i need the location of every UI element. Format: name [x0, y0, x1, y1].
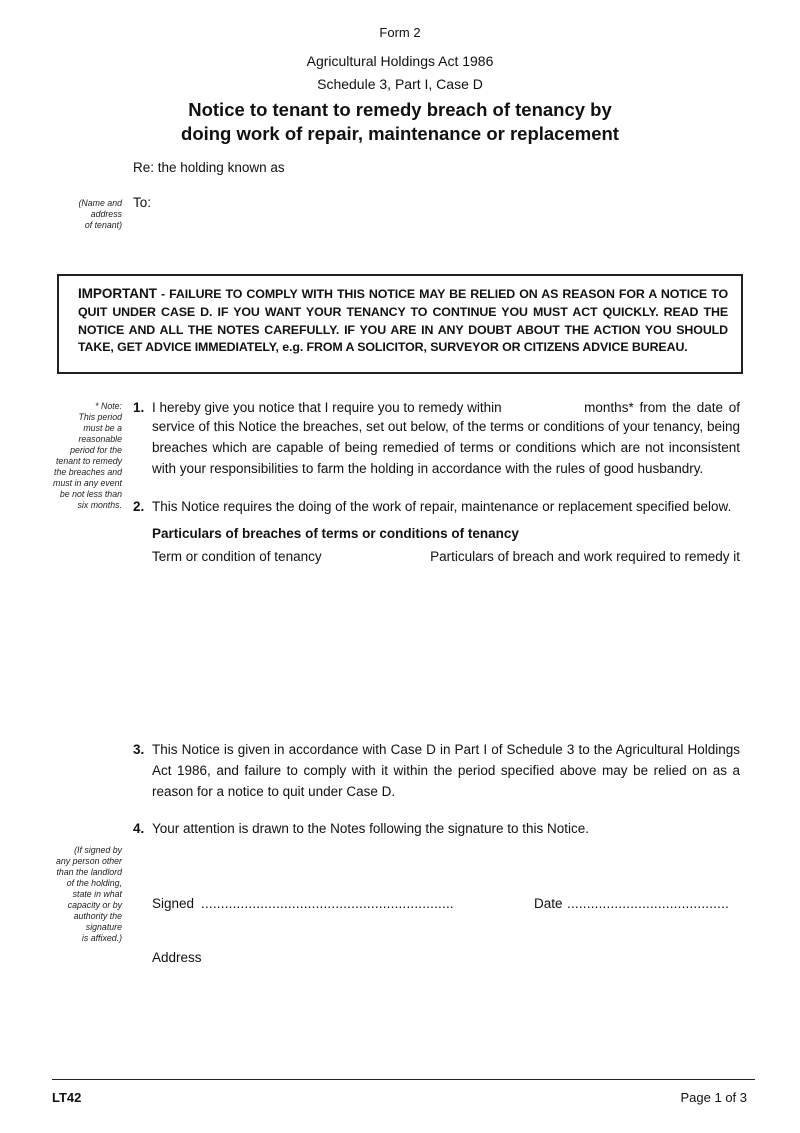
- important-warning-box: [57, 274, 743, 374]
- paragraph-4-number: 4.: [133, 821, 145, 836]
- signed-label: Signed: [152, 896, 195, 911]
- margin-note-line: authority the: [73, 911, 122, 921]
- important-lead: IMPORTANT: [78, 286, 157, 301]
- period-margin-note: [53, 401, 122, 511]
- footer-divider: [52, 1079, 755, 1080]
- important-body: - FAILURE TO COMPLY WITH THIS NOTICE MAY BE RELIED ON AS REASON FOR A NOTICE TO QUIT UNDER CASE D. IF YOU WANT YOUR TENANCY TO CONTINUE YOU MUST ACT QUICKLY. READ THE NOTICE AND ALL THE NOTES CAREFULLY. IF YOU ARE IN ANY DOUBT ABOUT THE ACTION YOU SHOULD TAKE, GET ADVICE IMMEDIATELY, e.g. FROM A SOLICITOR, SURVEYOR OR CITIZENS ADVICE BUREAU.: [78, 287, 728, 355]
- margin-note-line: This period: [78, 412, 122, 422]
- form-number: Form 2: [379, 25, 421, 40]
- signature-field[interactable]: ................................................................: [201, 896, 454, 911]
- margin-note-line: state in what: [72, 889, 122, 899]
- margin-note-line: reasonable: [78, 434, 122, 444]
- to-label: [133, 195, 151, 210]
- date-field[interactable]: .........................................: [567, 896, 729, 911]
- margin-note-line: any person other: [55, 856, 122, 866]
- margin-note-line: of the holding,: [66, 878, 122, 888]
- to-label-text: To:: [133, 195, 152, 210]
- address-label: Address: [152, 950, 202, 965]
- date-label: Date: [534, 896, 563, 911]
- margin-note-line: period for the: [70, 445, 122, 455]
- margin-note-line: (Name and: [78, 198, 122, 208]
- margin-note-line: * Note:: [95, 401, 122, 411]
- breach-particulars-field[interactable]: [432, 570, 740, 730]
- title-line-2: doing work of repair, maintenance or replacement: [181, 123, 619, 144]
- margin-note-line: the breaches and: [54, 467, 122, 477]
- paragraph-4-text: Your attention is drawn to the Notes following the signature to this Notice.: [152, 821, 590, 836]
- page-title: [0, 98, 800, 146]
- margin-note-line: tenant to remedy: [55, 456, 122, 466]
- margin-note-line: signature: [85, 922, 122, 932]
- page-number: Page 1 of 3: [680, 1090, 747, 1105]
- column-particulars: Particulars of breach and work required to remedy it: [430, 549, 740, 564]
- column-term-condition: Term or condition of tenancy: [152, 549, 322, 564]
- signature-margin-note: [56, 845, 122, 944]
- margin-note-line: six months.: [77, 500, 122, 510]
- form-code: LT42: [52, 1090, 82, 1105]
- margin-note-line: than the landlord: [56, 867, 122, 877]
- margin-note-line: address: [90, 209, 122, 219]
- paragraph-3-text: This Notice is given in accordance with Case D in Part I of Schedule 3 to the Agricultural Holdings Act 1986, and failure to comply with it within the period specified above may be relied on as a reason for a notice to quit under Case D.: [152, 742, 740, 799]
- holding-field[interactable]: [300, 158, 740, 178]
- margin-note-line: must in any event: [53, 478, 122, 488]
- address-field[interactable]: [210, 948, 740, 1028]
- paragraph-2-number: 2.: [133, 499, 145, 514]
- margin-note-line: of tenant): [84, 220, 122, 230]
- margin-note-line: be not less than: [59, 489, 122, 499]
- schedule-reference: Schedule 3, Part I, Case D: [317, 76, 483, 92]
- months-field[interactable]: [500, 398, 580, 418]
- paragraph-3-number: 3.: [133, 742, 145, 757]
- tenant-margin-note: [78, 198, 122, 231]
- margin-note-line: (If signed by: [74, 845, 122, 855]
- margin-note-line: is affixed.): [81, 933, 122, 943]
- margin-note-line: must be a: [83, 423, 122, 433]
- paragraph-1-line-1-end: months* from the date of: [584, 400, 740, 415]
- holding-label: Re: the holding known as: [133, 160, 285, 175]
- breaches-heading: Particulars of breaches of terms or conditions of tenancy: [152, 526, 519, 541]
- paragraph-1-number: 1.: [133, 400, 145, 415]
- act-name: Agricultural Holdings Act 1986: [306, 53, 494, 69]
- title-line-1: Notice to tenant to remedy breach of tenancy by: [188, 99, 612, 120]
- paragraph-2-text: This Notice requires the doing of the work of repair, maintenance or replacement specified below.: [152, 499, 732, 514]
- term-condition-field[interactable]: [152, 570, 422, 730]
- margin-note-line: capacity or by: [67, 900, 122, 910]
- paragraph-1-text: service of this Notice the breaches, set out below, of the terms or conditions of your tenancy, being breaches which are capable of being remedied of terms or conditions which are not inconsistent with your responsibilities to farm the holding in accordance with the rules of good husbandry.: [152, 419, 740, 476]
- tenant-name-address-field[interactable]: [160, 193, 740, 253]
- important-warning-text: [78, 285, 728, 357]
- paragraph-1-line-1: I hereby give you notice that I require you to remedy within: [152, 400, 502, 415]
